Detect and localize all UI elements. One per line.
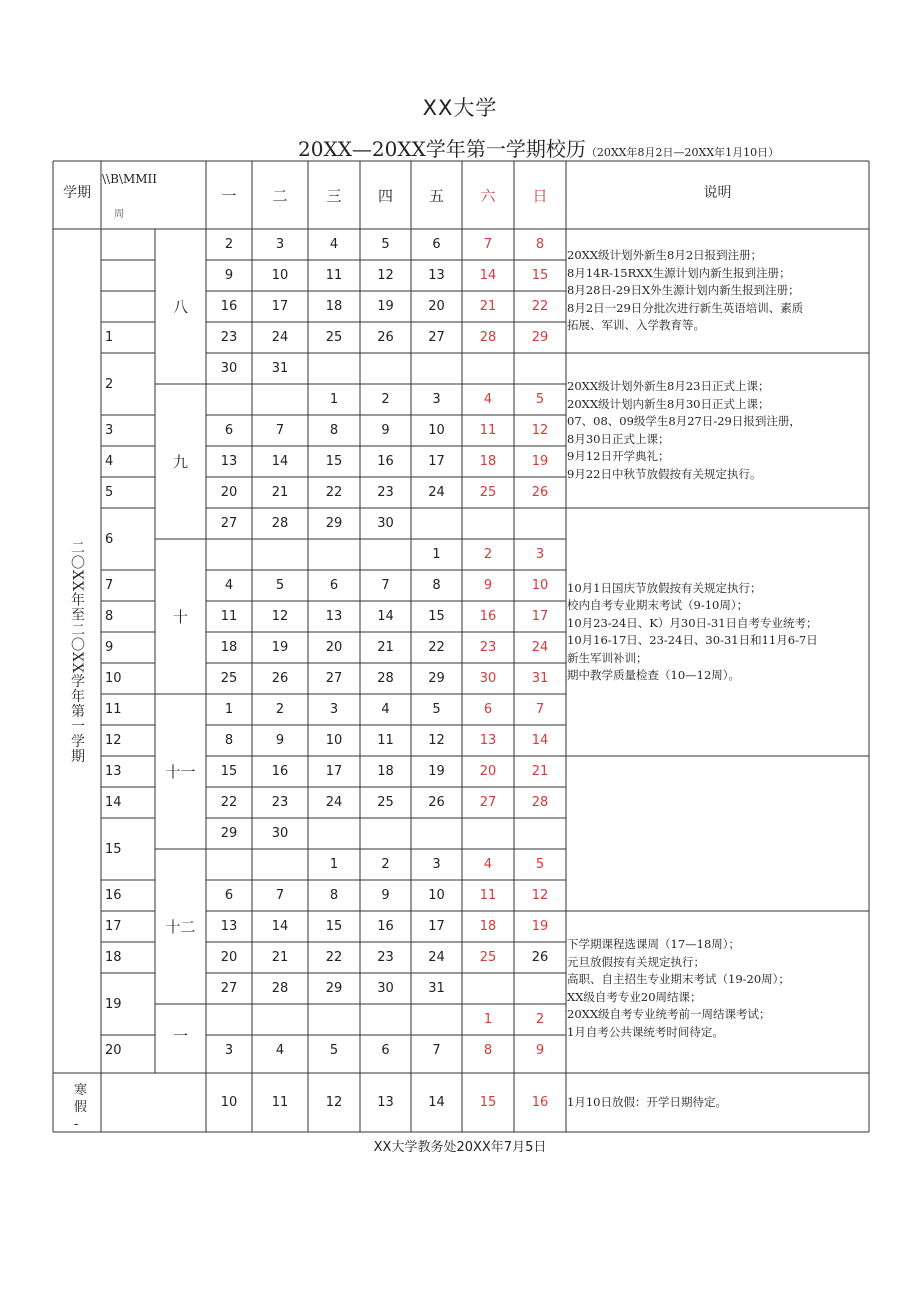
week-number: 9 xyxy=(105,640,114,655)
description-line: 期中教学质量检查（10—12周）。 xyxy=(567,668,741,682)
date-cell: 22 xyxy=(531,299,549,314)
week-number: 11 xyxy=(105,702,122,717)
date-cell: 3 xyxy=(275,237,285,252)
date-cell: 13 xyxy=(325,609,343,624)
date-cell: 1 xyxy=(432,547,441,562)
week-number: 3 xyxy=(105,423,114,438)
date-cell: 9 xyxy=(535,1043,545,1058)
date-cell: 10 xyxy=(271,268,289,283)
month-label: 十 xyxy=(172,608,188,626)
date-cell: 30 xyxy=(271,826,289,841)
date-cell: 21 xyxy=(479,299,497,314)
date-cell: 13 xyxy=(220,454,238,469)
date-cell: 7 xyxy=(275,423,285,438)
date-cell: 27 xyxy=(428,330,445,345)
description-line: 8月2日一29日分批次进行新生英语培训、素质 xyxy=(567,300,804,315)
date-cell: 31 xyxy=(428,981,445,996)
date-cell: 2 xyxy=(535,1012,545,1027)
date-cell: 8 xyxy=(224,733,234,748)
date-cell: 24 xyxy=(428,950,445,965)
date-cell: 30 xyxy=(377,981,394,996)
description-line: 20XX级计划外新生8月23日正式上课； xyxy=(567,379,770,393)
date-cell: 17 xyxy=(531,609,549,624)
description-block xyxy=(567,378,869,483)
date-cell: 26 xyxy=(377,330,394,345)
date-cell: 16 xyxy=(271,764,289,779)
date-cell: 4 xyxy=(483,857,493,872)
description-block xyxy=(567,247,869,335)
description-line: 1月自考公共课统考时间待定。 xyxy=(567,1024,724,1039)
date-cell: 17 xyxy=(428,454,445,469)
description-line: 20XX级自考专业统考前一周结课考试； xyxy=(567,1007,771,1021)
date-cell: 29 xyxy=(325,516,343,531)
week-number: 17 xyxy=(105,919,122,934)
date-cell: 23 xyxy=(377,950,394,965)
date-cell: 19 xyxy=(377,299,394,314)
description-line: 校内自考专业期末考试（9-10周）； xyxy=(567,598,749,612)
date-cell: 3 xyxy=(432,857,441,872)
date-cell: 13 xyxy=(479,733,497,748)
description-line: 元旦放假按有关规定执行； xyxy=(567,954,705,969)
date-cell: 13 xyxy=(377,1095,394,1110)
month-label: 一 xyxy=(172,1026,188,1045)
description-line: 9月22日中秋节放假按有关规定执行。 xyxy=(567,466,762,481)
date-cell: 2 xyxy=(483,547,493,562)
date-cell: 1 xyxy=(329,857,339,872)
week-number: 16 xyxy=(105,888,122,903)
description-line: 8月28日-29日X外生源计划内新生报到注册； xyxy=(567,283,800,298)
description-line: 10月1日国庆节放假按有关规定执行； xyxy=(567,580,762,595)
date-cell: 28 xyxy=(531,795,549,810)
date-cell: 23 xyxy=(377,485,394,500)
date-cell: 4 xyxy=(224,578,234,593)
date-cell: 9 xyxy=(381,888,390,903)
month-label: 十一 xyxy=(165,763,196,781)
date-cell: 21 xyxy=(271,485,289,500)
date-cell: 25 xyxy=(479,950,497,965)
date-cell: 25 xyxy=(479,485,497,500)
date-cell: 1 xyxy=(224,702,234,717)
date-cell: 5 xyxy=(535,392,545,407)
week-number: 2 xyxy=(105,376,114,392)
footer-issuer: XX大学教务处20XX年7月5日 xyxy=(373,1140,547,1155)
week-number: 4 xyxy=(105,454,114,469)
date-cell: 31 xyxy=(531,671,549,686)
date-cell: 17 xyxy=(271,299,289,314)
header-day-7: 日 xyxy=(532,186,548,205)
date-cell: 8 xyxy=(432,578,441,593)
date-cell: 20 xyxy=(220,950,238,965)
date-cell: 14 xyxy=(271,919,289,934)
date-cell: 26 xyxy=(271,671,289,686)
description-line: XX级自考专业20周结课； xyxy=(567,989,702,1004)
date-cell: 18 xyxy=(479,919,497,934)
header-description: 说明 xyxy=(703,185,732,201)
date-cell: 14 xyxy=(428,1095,445,1110)
date-cell: 16 xyxy=(479,609,497,624)
date-cell: 28 xyxy=(271,981,289,996)
date-cell: 16 xyxy=(531,1095,549,1110)
date-cell: 11 xyxy=(325,268,343,283)
date-cell: 27 xyxy=(325,671,343,686)
week-number: 19 xyxy=(105,996,122,1012)
date-cell: 18 xyxy=(377,764,394,779)
header-day-2: 二 xyxy=(272,186,288,205)
date-cell: 12 xyxy=(377,268,394,283)
description-block xyxy=(567,1094,869,1112)
description-line: 1月10日放假：开学日期待定。 xyxy=(567,1094,727,1109)
date-cell: 31 xyxy=(271,361,289,376)
week-number: 18 xyxy=(105,950,122,965)
week-number: 10 xyxy=(105,671,122,686)
date-cell: 1 xyxy=(483,1012,493,1027)
date-cell: 28 xyxy=(271,516,289,531)
subtitle-main: 20XX—20XX学年第一学期校历 xyxy=(298,137,586,161)
date-cell: 13 xyxy=(220,919,238,934)
date-cell: 25 xyxy=(325,330,343,345)
date-cell: 15 xyxy=(325,919,343,934)
header-day-1: 一 xyxy=(221,186,237,205)
date-cell: 12 xyxy=(271,609,289,624)
month-label: 九 xyxy=(172,453,188,471)
date-cell: 22 xyxy=(428,640,445,655)
date-cell: 25 xyxy=(220,671,238,686)
description-line: 下学期课程选课周（17—18周）； xyxy=(567,937,741,951)
date-cell: 9 xyxy=(275,733,285,748)
date-cell: 21 xyxy=(377,640,394,655)
date-cell: 21 xyxy=(271,950,289,965)
date-cell: 10 xyxy=(428,888,445,903)
date-cell: 15 xyxy=(479,1095,497,1110)
date-cell: 3 xyxy=(329,702,339,717)
date-cell: 6 xyxy=(432,237,441,252)
date-cell: 19 xyxy=(428,764,445,779)
date-cell: 6 xyxy=(224,888,234,903)
date-cell: 11 xyxy=(479,423,497,438)
date-cell: 26 xyxy=(531,950,549,965)
date-cell: 7 xyxy=(275,888,285,903)
date-cell: 10 xyxy=(325,733,343,748)
date-cell: 10 xyxy=(220,1095,238,1110)
week-number: 1 xyxy=(105,330,114,345)
week-number: 14 xyxy=(105,795,122,810)
date-cell: 12 xyxy=(325,1095,343,1110)
date-cell: 27 xyxy=(220,981,238,996)
header-term: 学期 xyxy=(63,185,91,201)
date-cell: 14 xyxy=(377,609,394,624)
date-cell: 8 xyxy=(329,423,339,438)
date-cell: 11 xyxy=(479,888,497,903)
date-cell: 14 xyxy=(531,733,549,748)
date-cell: 10 xyxy=(531,578,549,593)
date-cell: 2 xyxy=(381,857,390,872)
date-cell: 2 xyxy=(275,702,285,717)
page-title: XX大学 xyxy=(422,96,498,120)
date-cell: 22 xyxy=(325,485,343,500)
date-cell: 24 xyxy=(428,485,445,500)
date-cell: 21 xyxy=(531,764,549,779)
date-cell: 29 xyxy=(531,330,549,345)
week-number: 13 xyxy=(105,764,122,779)
date-cell: 3 xyxy=(224,1043,234,1058)
date-cell: 19 xyxy=(531,919,549,934)
date-cell: 7 xyxy=(535,702,545,717)
date-cell: 18 xyxy=(479,454,497,469)
description-line: 10月23-24日、K）月30日-31日自考专业统考； xyxy=(567,615,818,630)
date-cell: 9 xyxy=(381,423,390,438)
date-cell: 15 xyxy=(220,764,238,779)
date-cell: 16 xyxy=(377,919,394,934)
date-cell: 15 xyxy=(531,268,549,283)
date-cell: 25 xyxy=(377,795,394,810)
header-day-6: 六 xyxy=(480,186,496,205)
date-cell: 14 xyxy=(479,268,497,283)
month-label: 十二 xyxy=(165,918,196,936)
date-cell: 12 xyxy=(531,888,549,903)
week-number: 8 xyxy=(105,609,114,624)
week-number: 20 xyxy=(105,1043,122,1058)
date-cell: 2 xyxy=(224,237,234,252)
header-week-label: 周 xyxy=(114,209,124,220)
date-cell: 18 xyxy=(325,299,343,314)
date-cell: 30 xyxy=(377,516,394,531)
date-cell: 24 xyxy=(325,795,343,810)
date-cell: 24 xyxy=(271,330,289,345)
date-cell: 8 xyxy=(329,888,339,903)
date-cell: 7 xyxy=(381,578,390,593)
week-number: 7 xyxy=(105,578,114,593)
date-cell: 18 xyxy=(220,640,238,655)
date-cell: 5 xyxy=(275,578,285,593)
date-cell: 6 xyxy=(224,423,234,438)
week-number: 12 xyxy=(105,733,122,748)
winter-break-mark: - xyxy=(74,1117,79,1132)
date-cell: 9 xyxy=(224,268,234,283)
header-day-5: 五 xyxy=(428,186,444,205)
date-cell: 22 xyxy=(220,795,238,810)
date-cell: 8 xyxy=(483,1043,493,1058)
description-line: 8月30日正式上课； xyxy=(567,431,670,446)
term-label-text: 二〇XX年至二〇XX学年第一学期 xyxy=(69,539,85,764)
date-cell: 30 xyxy=(220,361,238,376)
date-cell: 5 xyxy=(329,1043,339,1058)
week-number: 15 xyxy=(105,841,122,857)
description-line: 10月16-17日、23-24日、30-31日和11月6-7日 xyxy=(567,633,818,647)
month-label: 八 xyxy=(172,298,188,316)
date-cell: 6 xyxy=(483,702,493,717)
date-cell: 6 xyxy=(329,578,339,593)
week-number: 6 xyxy=(105,531,114,547)
header-corner-label: \\B\MMII xyxy=(102,172,158,186)
date-cell: 23 xyxy=(220,330,238,345)
term-label xyxy=(54,230,100,1073)
date-cell: 8 xyxy=(535,237,545,252)
winter-break-label xyxy=(74,1082,98,1133)
date-cell: 3 xyxy=(432,392,441,407)
date-cell: 4 xyxy=(483,392,493,407)
date-cell: 16 xyxy=(377,454,394,469)
description-line: 20XX级计划外新生8月2日报到注册； xyxy=(567,248,763,263)
date-cell: 19 xyxy=(531,454,549,469)
date-cell: 4 xyxy=(381,702,390,717)
date-cell: 28 xyxy=(479,330,497,345)
winter-break-text: 寒假 xyxy=(74,1083,88,1115)
date-cell: 9 xyxy=(483,578,493,593)
date-cell: 15 xyxy=(428,609,445,624)
date-cell: 26 xyxy=(428,795,445,810)
date-cell: 23 xyxy=(271,795,289,810)
date-cell: 5 xyxy=(381,237,390,252)
date-cell: 20 xyxy=(325,640,343,655)
description-line: 9月12日开学典礼； xyxy=(567,449,670,463)
description-block xyxy=(567,580,869,685)
date-cell: 17 xyxy=(428,919,445,934)
date-cell: 4 xyxy=(275,1043,285,1058)
date-cell: 30 xyxy=(479,671,497,686)
subtitle-date-range: （20XX年8月2日—20XX年1月10日） xyxy=(585,146,780,159)
date-cell: 6 xyxy=(381,1043,390,1058)
date-cell: 22 xyxy=(325,950,343,965)
header-day-3: 三 xyxy=(326,186,342,205)
date-cell: 13 xyxy=(428,268,445,283)
description-line: 20XX级计划内新生8月30日正式上课； xyxy=(567,396,770,411)
date-cell: 11 xyxy=(220,609,238,624)
date-cell: 27 xyxy=(479,795,497,810)
date-cell: 17 xyxy=(325,764,343,779)
date-cell: 14 xyxy=(271,454,289,469)
date-cell: 19 xyxy=(271,640,289,655)
date-cell: 1 xyxy=(329,392,339,407)
date-cell: 29 xyxy=(220,826,238,841)
description-line: 新生军训补训； xyxy=(567,650,648,665)
description-line: 拓展、军训、入学教育等。 xyxy=(567,318,705,333)
date-cell: 20 xyxy=(220,485,238,500)
description-block xyxy=(567,936,869,1041)
date-cell: 24 xyxy=(531,640,549,655)
week-number: 5 xyxy=(105,485,114,500)
date-cell: 15 xyxy=(325,454,343,469)
date-cell: 11 xyxy=(271,1095,289,1110)
date-cell: 29 xyxy=(325,981,343,996)
date-cell: 16 xyxy=(220,299,238,314)
date-cell: 7 xyxy=(483,237,493,252)
date-cell: 5 xyxy=(432,702,441,717)
date-cell: 11 xyxy=(377,733,394,748)
date-cell: 23 xyxy=(479,640,497,655)
date-cell: 20 xyxy=(479,764,497,779)
date-cell: 4 xyxy=(329,237,339,252)
date-cell: 26 xyxy=(531,485,549,500)
date-cell: 20 xyxy=(428,299,445,314)
date-cell: 29 xyxy=(428,671,445,686)
date-cell: 2 xyxy=(381,392,390,407)
header-day-4: 四 xyxy=(377,186,393,205)
date-cell: 5 xyxy=(535,857,545,872)
date-cell: 27 xyxy=(220,516,238,531)
date-cell: 3 xyxy=(535,547,545,562)
date-cell: 10 xyxy=(428,423,445,438)
description-line: 8月14R-15RXX生源计划内新生报到注册； xyxy=(567,265,791,280)
description-line: 高职、自主招生专业期末考试（19-20周）； xyxy=(567,972,790,986)
date-cell: 28 xyxy=(377,671,394,686)
date-cell: 12 xyxy=(531,423,549,438)
date-cell: 7 xyxy=(432,1043,441,1058)
date-cell: 12 xyxy=(428,733,445,748)
description-line: 07、08、09级学生8月27日-29日报到注册， xyxy=(567,414,801,428)
